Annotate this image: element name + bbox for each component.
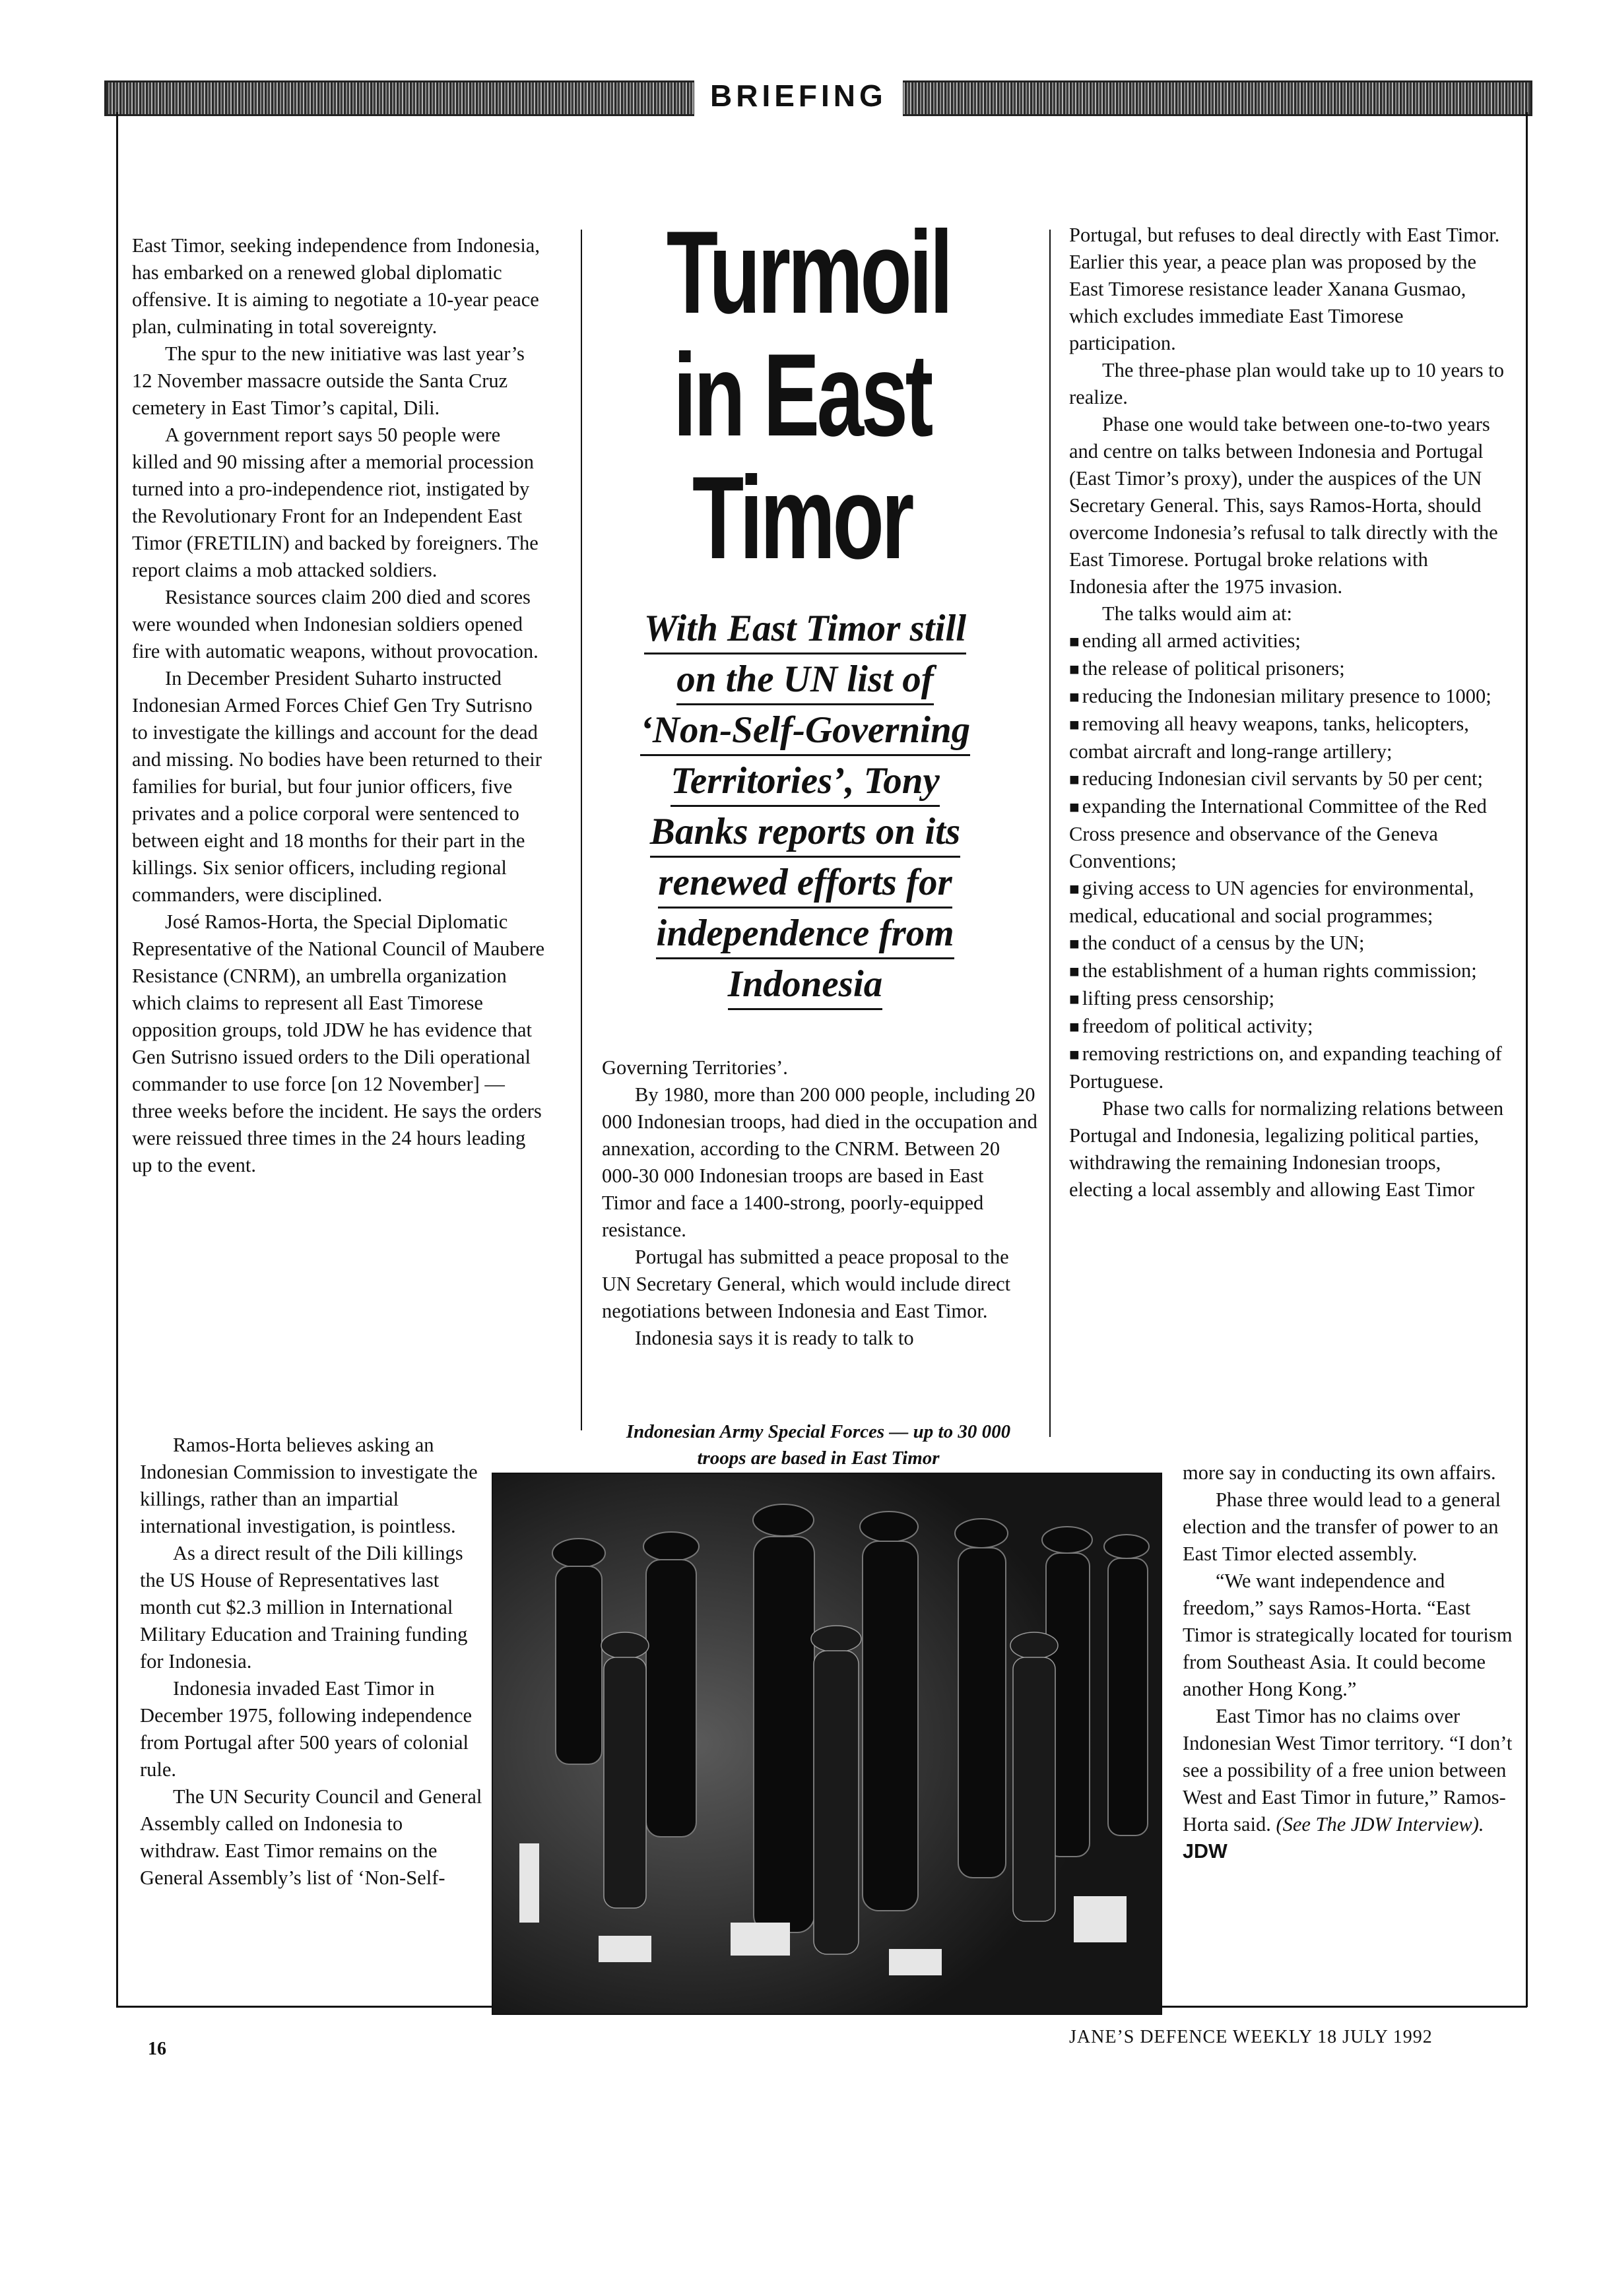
soldiers-photo-image [493,1474,1161,2014]
list-item: ■ reducing Indonesian civil servants by 50 per cent; [1069,765,1508,793]
body-paragraph: more say in conducting its own affairs. [1183,1461,1496,1484]
body-paragraph: By 1980, more than 200 000 people, including 20 000 Indonesian troops, had died in the occupation and annexation, according to the CNRM. Between 20 000-30 000 Indonesian troops are based in East Timor and face a 1400-strong, poorly-equipped resistance. [602,1083,1037,1241]
list-item: ■ the conduct of a census by the UN; [1069,930,1508,957]
list-item: ■ giving access to UN agencies for environmental, medical, educational and social programmes; [1069,875,1508,930]
standfirst-line: renewed efforts for [658,859,952,909]
list-item: ■ freedom of political activity; [1069,1013,1508,1040]
body-paragraph: Indonesia says it is ready to talk to [635,1327,914,1349]
section-label: BRIEFING [694,74,903,117]
body-paragraph: The three-phase plan would take up to 10 years to realize. [1069,359,1504,408]
body-paragraph: Phase two calls for normalizing relations between Portugal and Indonesia, legalizing political parties, withdrawing the remaining Indonesian troops, electing a local assembly and allowing East Timor [1069,1097,1504,1201]
list-item: ■ removing all heavy weapons, tanks, helicopters, combat aircraft and long-range artillery; [1069,711,1508,765]
body-paragraph: Portugal, but refuses to deal directly with East Timor. Earlier this year, a peace plan was proposed by the East Timorese resistance leader Xanana Gusmao, which excludes immediate East Timorese participation. [1069,224,1500,354]
column-rule-1 [581,230,582,1430]
body-paragraph: The talks would aim at: [1102,602,1292,625]
body-paragraph: East Timor, seeking independence from Indonesia, has embarked on a renewed global diplomatic offensive. It is aiming to negotiate a 10-year peace plan, culminating in total sovereignty. [132,234,540,338]
column-rule-2 [1049,230,1051,1437]
photo-caption: Indonesian Army Special Forces — up to 30 000 troops are based in East Timor [626,1421,1011,1469]
column-1-lower [140,1432,483,1892]
standfirst-line: on the UN list of [676,656,934,705]
soldiers-photo [492,1473,1162,2015]
list-item: ■ the release of political prisoners; [1069,655,1508,683]
headline [666,207,950,583]
list-item: ■ ending all armed activities; [1069,627,1508,655]
body-paragraph [1183,1703,1513,1865]
headline-line: in East [673,329,931,461]
body-paragraph: A government report says 50 people were killed and 90 missing after a memorial procession turned into a pro-independence riot, instigated by the Revolutionary Front for an Independent East Timor (FRETILIN) and backed by foreigners. The report claims a mob attacked soldiers. [132,424,539,581]
body-paragraph: Phase three would lead to a general election and the transfer of power to an East Timor elected assembly. [1183,1488,1501,1565]
frame-right-rule [1526,112,1528,2007]
standfirst-line: ‘Non-Self-Governing [640,707,970,756]
column-3-lower [1183,1459,1513,1865]
body-paragraph: The UN Security Council and General Assembly called on Indonesia to withdraw. East Timor remains on the General Assembly’s list of ‘Non-Self- [140,1785,482,1889]
body-paragraph: In December President Suharto instructed Indonesian Armed Forces Chief Gen Try Sutrisno to investigate the killings and account for the dead and missing. No bodies have been returned to their families for burial, but four junior officers, five privates and a police corporal were sentenced to between eight and 18 months for their part in the killings. Six senior officers, including regional commanders, were disciplined. [132,667,542,906]
column-1 [132,232,548,1179]
body-paragraph: José Ramos-Horta, the Special Diplomatic Representative of the National Council of Maubere Resistance (CNRM), an umbrella organization which claims to represent all East Timorese opposition groups, told JDW he has evidence that Gen Sutrisno issued orders to the Dili operational commander to use force [on 12 November] — three weeks before the incident. He says the orders were reissued three times in the 24 hours leading up to the event. [132,910,545,1176]
page-number: 16 [148,2039,166,2059]
standfirst-line: Banks reports on its [650,808,960,858]
frame-left-rule [116,112,118,2007]
body-paragraph: Portugal has submitted a peace proposal to the UN Secretary General, which would include direct negotiations between Indonesia and East Timor. [602,1246,1011,1322]
jdw-sign-off: JDW [1183,1840,1228,1863]
body-text: East Timor has no claims over Indonesian West Timor territory. “I don’t see a possibility of a free union between West and East Timor in future,” Ramos-Horta said. [1183,1705,1513,1835]
body-paragraph: As a direct result of the Dili killings the US House of Representatives last month cut $2.3 million in International Military Education and Training funding for Indonesia. [140,1542,468,1673]
list-item: ■ removing restrictions on, and expanding teaching of Portuguese. [1069,1040,1508,1095]
list-item: ■ the establishment of a human rights commission; [1069,957,1508,985]
body-paragraph: “We want independence and freedom,” says Ramos-Horta. “East Timor is strategically located for tourism from Southeast Asia. It could become another Hong Kong.” [1183,1570,1513,1700]
cross-reference: (See The JDW Interview). [1276,1813,1484,1835]
column-2 [602,1054,1037,1352]
body-paragraph: Ramos-Horta believes asking an Indonesian Commission to investigate the killings, rather than an impartial international investigation, is pointless. [140,1434,478,1537]
body-paragraph: Resistance sources claim 200 died and scores were wounded when Indonesian soldiers opened fire with automatic weapons, without provocation. [132,586,539,662]
body-paragraph: The spur to the new initiative was last year’s 12 November massacre outside the Santa Cruz cemetery in East Timor’s capital, Dili. [132,342,525,419]
column-3 [1069,222,1508,1203]
headline-line: Timor [692,452,912,583]
headline-line: Turmoil [666,207,950,338]
standfirst [614,604,997,1010]
list-item: ■ expanding the International Committee of the Red Cross presence and observance of the Geneva Conventions; [1069,793,1508,875]
standfirst-line: With East Timor still [644,605,966,654]
body-paragraph: Indonesia invaded East Timor in December 1975, following independence from Portugal after 500 years of colonial rule. [140,1677,473,1781]
publication-footer: JANE’S DEFENCE WEEKLY 18 JULY 1992 [1069,2027,1433,2047]
list-item: ■ reducing the Indonesian military presence to 1000; [1069,683,1508,711]
standfirst-line: independence from [656,910,954,959]
body-paragraph: Governing Territories’. [602,1056,788,1079]
standfirst-line: Indonesia [728,961,882,1010]
list-item: ■ lifting press censorship; [1069,985,1508,1013]
standfirst-line: Territories’, Tony [671,757,940,807]
body-paragraph: Phase one would take between one-to-two years and centre on talks between Indonesia and Portugal (East Timor’s proxy), under the auspices of the UN Secretary General. This, says Ramos-Horta, should overcome Indonesia’s refusal to talk directly with the East Timorese. Portugal broke relations with Indonesia after the 1975 invasion. [1069,413,1498,598]
